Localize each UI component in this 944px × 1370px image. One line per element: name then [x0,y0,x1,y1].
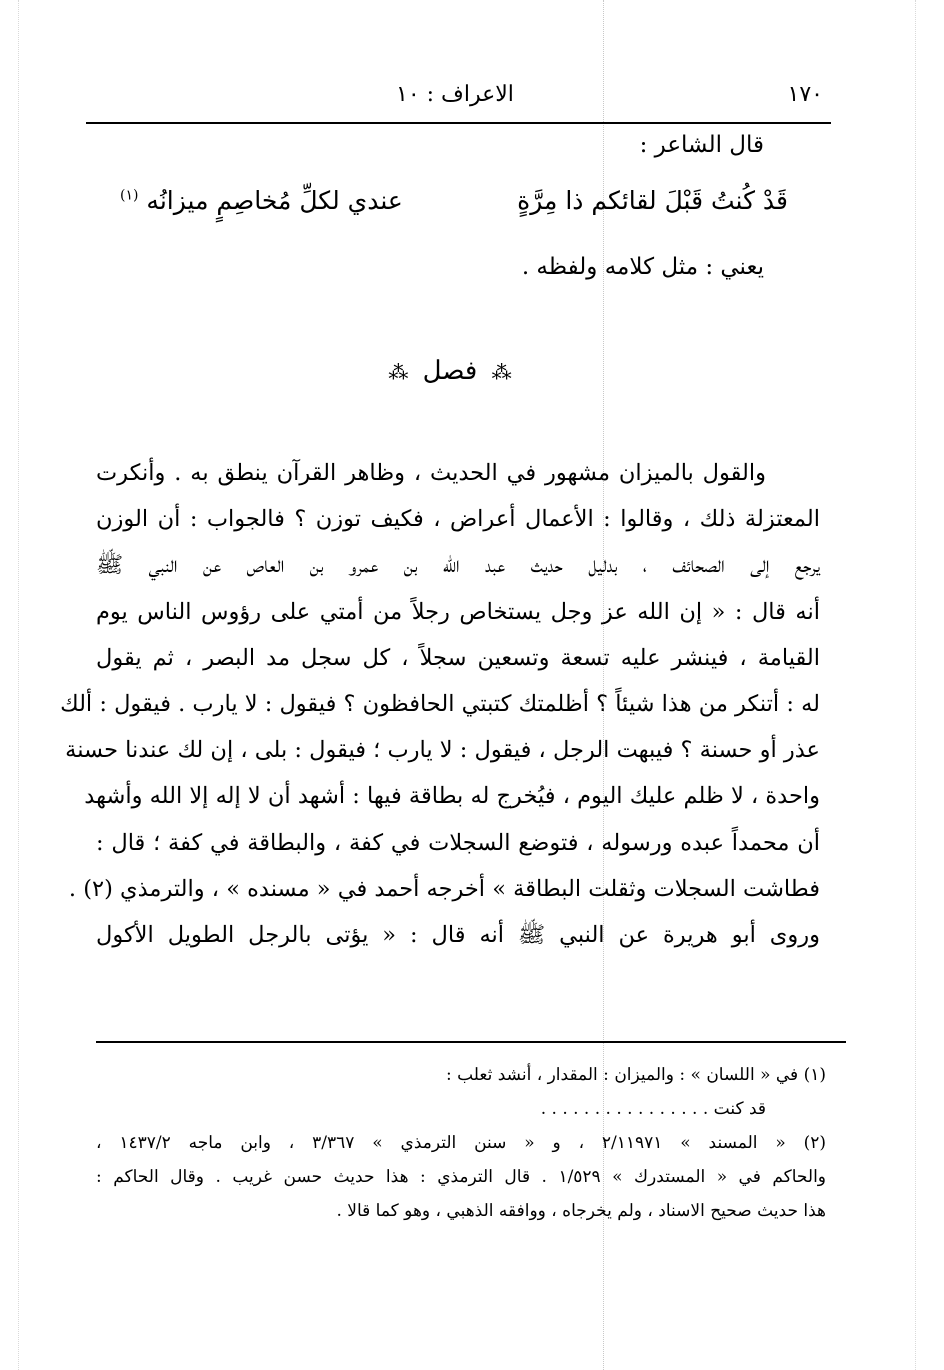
section-heading [300,356,600,386]
header-rule [86,122,831,124]
body-line: عذر أو حسنة ؟ فيبهت الرجل ، فيقول : لا يارب ؛ فيقول : بلى ، إن لك عندنا حسنة [65,737,820,764]
scan-guide-right [915,0,916,1370]
running-title: الاعراف : ١٠ [396,82,514,107]
body-line: أن محمداً عبده ورسوله ، فتوضع السجلات في كفة ، والبطاقة في كفة ؛ قال : [96,829,820,856]
ornament-right-icon: ⁂ [491,360,512,384]
body-line: القيامة ، فينشر عليه تسعة وتسعين سجلاً ، كل سجل مد البصر ، ثم يقول [96,644,820,671]
body-text [60,450,820,958]
body-line: له : أتنكر من هذا شيئاً ؟ أظلمتك كتبتي الحافظون ؟ فيقول : لا يارب . فيقول : ألك [60,690,820,717]
verse-second-hemistich-text: عندي لكلِّ مُخاصِمٍ ميزانُه [146,186,403,215]
footnote-1-verse: قد كنت . . . . . . . . . . . . . . . . [540,1099,766,1119]
footnote-2-end: هذا حديث صحيح الاسناد ، ولم يخرجاه ، ووافقه الذهبي ، وهو كما قالا . [336,1201,826,1221]
verse-gloss: يعني : مثل كلامه ولفظه . [521,254,764,280]
verse-first-hemistich: قَدْ كُنتُ قَبْلَ لقائكم ذا مِرَّةٍ [517,186,788,215]
verse-second-hemistich [120,186,403,215]
page-number: ١٧٠ [787,82,823,107]
body-line: واحدة ، لا ظلم عليك اليوم ، فيُخرج له بطاقة فيها : أشهد أن لا إله إلا الله وأشهد [84,783,820,810]
section-title: فصل [422,356,478,386]
footnote-1: (١) في « اللسان » : والميزان : المقدار ، أنشد ثعلب : [445,1065,826,1085]
poem-verse [120,186,788,230]
body-line: فطاشت السجلات وثقلت البطاقة » أخرجه أحمد في « مسنده » ، والترمذي (٢) . [68,875,820,902]
footnote-2-continued: والحاكم في « المستدرك » ١/٥٢٩ . قال الترمذي : هذا حديث حسن غريب . وقال الحاكم : [96,1167,826,1187]
body-line: أنه قال : « إن الله عز وجل يستخاص رجلاً من أمتي على رؤوس الناس يوم [96,598,820,625]
body-line: وروى أبو هريرة عن النبي ﷺ أنه قال : « يؤتى بالرجل الطويل الأكول [96,921,820,948]
running-header [86,80,831,114]
body-line: يرجع إلى الصحائف ، بدليل حديث عبد الله بن عمرو بن العاص عن النبي ﷺ [96,552,820,579]
poet-intro: قال الشاعر : [639,132,764,158]
body-line: والقول بالميزان مشهور في الحديث ، وظاهر القرآن ينطق به . وأنكرت [96,460,766,486]
footnote-rule [96,1041,846,1043]
scan-guide-left [18,0,19,1370]
footnote-marker-1: (١) [120,187,139,204]
footnotes [96,1058,826,1228]
body-line: المعتزلة ذلك ، وقالوا : الأعمال أعراض ، فكيف توزن ؟ فالجواب : أن الوزن [96,506,820,533]
ornament-left-icon: ⁂ [388,360,409,384]
footnote-2: (٢) « المسند » ٢/١١٩٧١ ، و « سنن الترمذي » ٣/٣٦٧ ، وابن ماجه ١٤٣٧/٢ ، [96,1133,827,1153]
